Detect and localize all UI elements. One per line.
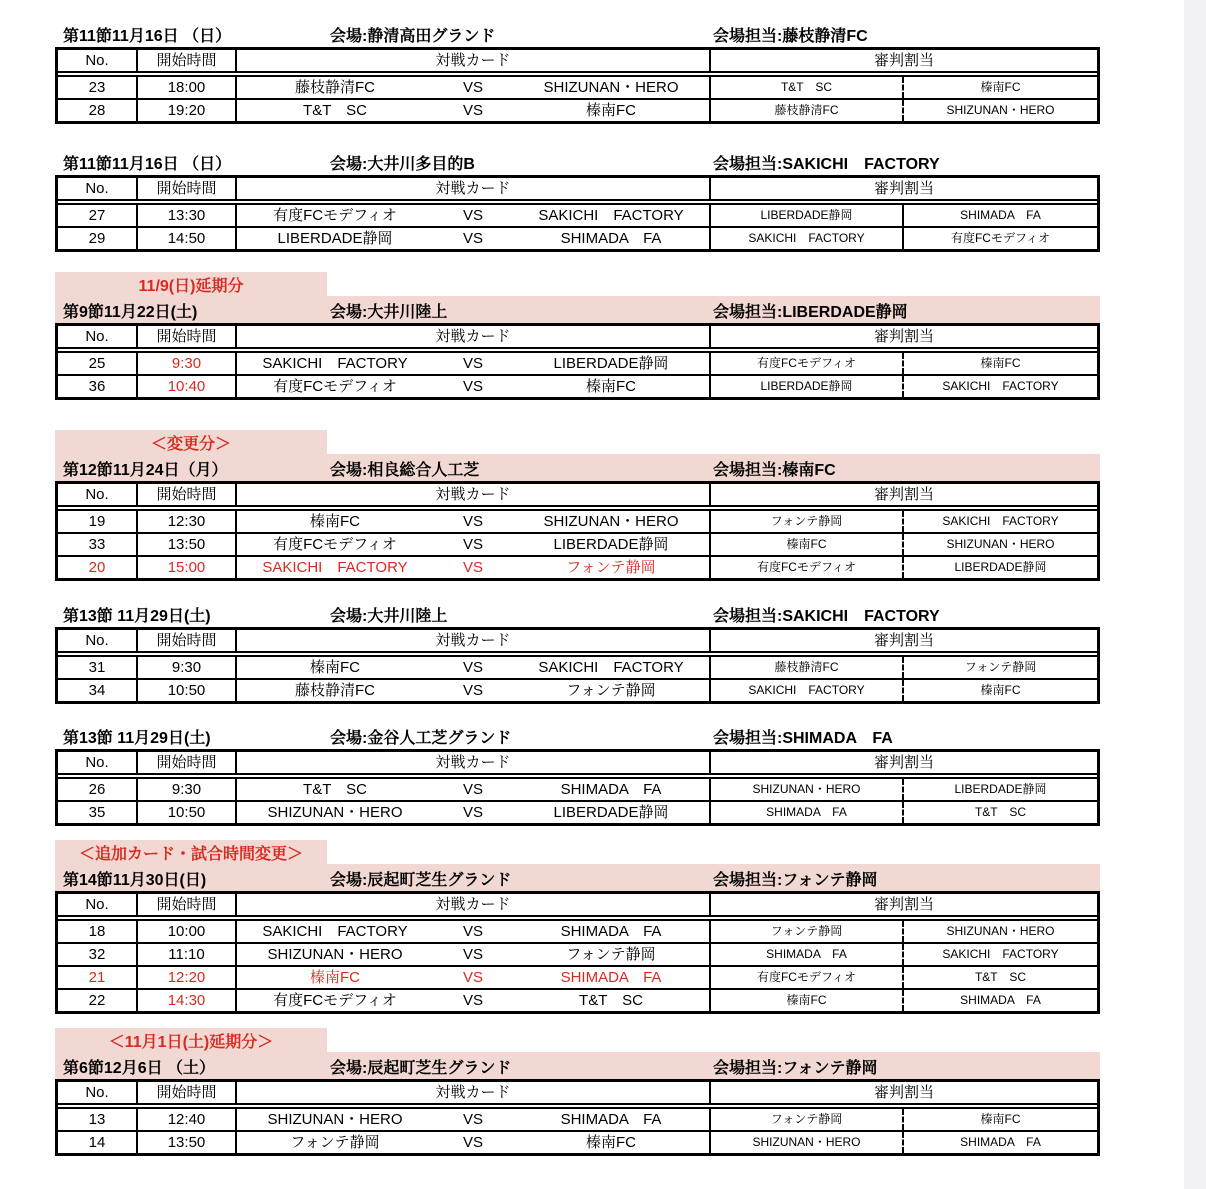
column-header-start-time: 開始時間: [138, 326, 237, 347]
start-time: 14:50: [138, 228, 237, 249]
home-team: T&T SC: [303, 102, 367, 119]
away-team: SHIMADA FA: [560, 1111, 662, 1128]
round-and-date: 第9節11月22日(土): [63, 304, 198, 321]
match-card-cell: [237, 100, 711, 121]
venue-duty-label: 会場担当:SAKICHI FACTORY: [713, 608, 940, 625]
column-header-match-card: 対戦カード: [237, 178, 711, 199]
match-card-cell: [237, 228, 711, 249]
referee-cell: [711, 77, 1097, 98]
vs-label: VS: [462, 659, 483, 676]
referee-first: LIBERDADE静岡: [711, 376, 904, 397]
match-card-cell: [237, 376, 711, 397]
away-team: SHIMADA FA: [560, 969, 662, 986]
home-team: 榛南FC: [310, 513, 360, 530]
vs-label: VS: [462, 559, 483, 576]
referee-cell: [711, 1132, 1097, 1153]
table-body: [58, 511, 1097, 578]
home-team: SAKICHI FACTORY: [262, 355, 408, 372]
referee-second: 榛南FC: [980, 80, 1021, 94]
referee-second: SAKICHI FACTORY: [942, 514, 1059, 528]
home-team: 藤枝静清FC: [295, 79, 375, 96]
home-team: フォンテ静岡: [290, 1134, 380, 1151]
vs-label: VS: [462, 992, 483, 1009]
column-header-match-card: 対戦カード: [237, 50, 711, 71]
start-time: 10:40: [138, 376, 237, 397]
away-team: LIBERDADE静岡: [553, 804, 669, 821]
match-row: [58, 557, 1097, 578]
column-header-start-time: 開始時間: [138, 752, 237, 773]
column-header-start-time: 開始時間: [138, 178, 237, 199]
home-team: 有度FCモデフィオ: [273, 536, 397, 553]
referee-first: LIBERDADE静岡: [711, 205, 904, 226]
venue-label: 会場:辰起町芝生グランド: [330, 872, 512, 889]
match-number: 34: [58, 680, 138, 701]
match-row: [58, 680, 1097, 701]
match-row: [58, 228, 1097, 249]
venue-label: 会場:金谷人工芝グランド: [330, 730, 512, 747]
section-note-box: [55, 1028, 327, 1052]
section-header-row: [55, 600, 1100, 627]
home-team: SHIZUNAN・HERO: [267, 946, 403, 963]
section-note-text: ＜追加カード・試合時間変更＞: [78, 845, 303, 863]
referee-second: LIBERDADE静岡: [954, 560, 1047, 574]
referee-cell: [711, 376, 1097, 397]
referee-cell: [711, 100, 1097, 121]
away-team: LIBERDADE静岡: [553, 355, 669, 372]
column-header-match-card: 対戦カード: [237, 484, 711, 505]
vs-label: VS: [462, 513, 483, 530]
table-body: [58, 353, 1097, 397]
referee-cell: [711, 557, 1097, 578]
venue-label: 会場:大井川多目的B: [330, 156, 475, 173]
start-time: 18:00: [138, 77, 237, 98]
home-team: 有度FCモデフィオ: [273, 378, 397, 395]
table-body: [58, 77, 1097, 121]
match-row: [58, 534, 1097, 557]
match-card-cell: [237, 990, 711, 1011]
round-and-date: 第13節 11月29日(土): [63, 608, 211, 625]
start-time: 9:30: [138, 779, 237, 800]
column-header-referee: 審判割当: [873, 328, 934, 345]
section-header-row: [55, 454, 1100, 481]
column-header-referee: 審判割当: [873, 896, 934, 913]
match-row: [58, 921, 1097, 944]
referee-first: 有度FCモデフィオ: [711, 353, 904, 374]
match-table: [55, 481, 1100, 581]
start-time: 9:30: [138, 353, 237, 374]
away-team: フォンテ静岡: [566, 682, 656, 699]
match-table: [55, 47, 1100, 124]
referee-first: 藤枝静清FC: [711, 657, 904, 678]
column-header-no: No.: [58, 752, 138, 773]
home-team: 榛南FC: [310, 659, 360, 676]
match-number: 27: [58, 205, 138, 226]
start-time: 10:50: [138, 680, 237, 701]
match-number: 18: [58, 921, 138, 942]
referee-second: LIBERDADE静岡: [954, 782, 1047, 796]
referee-first: 有度FCモデフィオ: [711, 967, 904, 988]
away-team: SAKICHI FACTORY: [538, 659, 684, 676]
home-team: 有度FCモデフィオ: [273, 992, 397, 1009]
away-team: SHIMADA FA: [560, 230, 662, 247]
match-number: 36: [58, 376, 138, 397]
referee-second: T&T SC: [974, 805, 1027, 819]
match-number: 33: [58, 534, 138, 555]
venue-label: 会場:大井川陸上: [330, 608, 448, 625]
start-time: 13:50: [138, 1132, 237, 1153]
referee-cell: [711, 205, 1097, 226]
home-team: SHIZUNAN・HERO: [267, 1111, 403, 1128]
referee-cell: [711, 534, 1097, 555]
match-card-cell: [237, 77, 711, 98]
referee-cell: [711, 228, 1097, 249]
match-card-cell: [237, 557, 711, 578]
table-body: [58, 1109, 1097, 1153]
start-time: 9:30: [138, 657, 237, 678]
section-note-text: ＜11月1日(土)延期分＞: [108, 1033, 274, 1051]
match-row: [58, 1109, 1097, 1132]
match-table: [55, 1079, 1100, 1156]
schedule-section: [55, 722, 1100, 826]
match-number: 14: [58, 1132, 138, 1153]
column-header-no: No.: [58, 630, 138, 651]
start-time: 12:40: [138, 1109, 237, 1130]
column-header-no: No.: [58, 326, 138, 347]
column-header-match-card: 対戦カード: [237, 894, 711, 915]
table-header-row: [58, 178, 1097, 201]
table-header-row: [58, 752, 1097, 775]
match-card-cell: [237, 921, 711, 942]
vs-label: VS: [462, 230, 483, 247]
section-header-row: [55, 722, 1100, 749]
away-team: SHIMADA FA: [560, 923, 662, 940]
referee-first: SHIMADA FA: [711, 944, 904, 965]
match-row: [58, 944, 1097, 967]
column-header-referee: 審判割当: [873, 1084, 934, 1101]
home-team: SAKICHI FACTORY: [262, 923, 408, 940]
match-row: [58, 990, 1097, 1011]
vs-label: VS: [462, 682, 483, 699]
venue-label: 会場:大井川陸上: [330, 304, 448, 321]
table-header-row: [58, 484, 1097, 507]
vs-label: VS: [462, 923, 483, 940]
away-team: SAKICHI FACTORY: [538, 207, 684, 224]
referee-first: SHIMADA FA: [711, 802, 904, 823]
venue-duty-label: 会場担当:藤枝静清FC: [713, 28, 868, 45]
column-header-no: No.: [58, 50, 138, 71]
referee-cell: [711, 1109, 1097, 1130]
venue-duty-label: 会場担当:SHIMADA FA: [713, 730, 893, 747]
vs-label: VS: [462, 946, 483, 963]
section-header-row: [55, 20, 1100, 47]
column-header-match-card: 対戦カード: [237, 326, 711, 347]
match-card-cell: [237, 779, 711, 800]
match-table: [55, 627, 1100, 704]
referee-cell: [711, 967, 1097, 988]
match-card-cell: [237, 944, 711, 965]
column-header-no: No.: [58, 484, 138, 505]
home-team: SAKICHI FACTORY: [262, 559, 408, 576]
table-body: [58, 921, 1097, 1011]
away-team: 榛南FC: [586, 1134, 636, 1151]
referee-second: SHIZUNAN・HERO: [946, 924, 1055, 938]
start-time: 14:30: [138, 990, 237, 1011]
column-header-no: No.: [58, 1082, 138, 1103]
match-row: [58, 967, 1097, 990]
match-row: [58, 802, 1097, 823]
referee-first: SAKICHI FACTORY: [711, 680, 904, 701]
venue-duty-label: 会場担当:SAKICHI FACTORY: [713, 156, 940, 173]
referee-second: SHIMADA FA: [960, 1135, 1041, 1149]
table-body: [58, 779, 1097, 823]
schedule-section: [55, 20, 1100, 124]
referee-second: 榛南FC: [980, 683, 1021, 697]
match-number: 19: [58, 511, 138, 532]
match-row: [58, 511, 1097, 534]
schedule-section: [55, 1028, 1100, 1156]
match-row: [58, 376, 1097, 397]
away-team: フォンテ静岡: [566, 559, 656, 576]
referee-cell: [711, 944, 1097, 965]
referee-second: SHIZUNAN・HERO: [946, 537, 1055, 551]
match-row: [58, 657, 1097, 680]
start-time: 15:00: [138, 557, 237, 578]
match-table: [55, 323, 1100, 400]
referee-second: 榛南FC: [980, 1112, 1021, 1126]
venue-duty-label: 会場担当:榛南FC: [713, 462, 836, 479]
referee-cell: [711, 921, 1097, 942]
referee-second: SAKICHI FACTORY: [942, 947, 1059, 961]
referee-second: T&T SC: [974, 970, 1027, 984]
column-header-referee: 審判割当: [873, 632, 934, 649]
match-card-cell: [237, 967, 711, 988]
away-team: 榛南FC: [586, 378, 636, 395]
vs-label: VS: [462, 804, 483, 821]
column-header-referee: 審判割当: [873, 180, 934, 197]
match-number: 28: [58, 100, 138, 121]
column-header-start-time: 開始時間: [138, 50, 237, 71]
away-team: フォンテ静岡: [566, 946, 656, 963]
away-team: SHIMADA FA: [560, 781, 662, 798]
section-header-row: [55, 1052, 1100, 1079]
referee-second: SHIMADA FA: [960, 993, 1041, 1007]
referee-cell: [711, 680, 1097, 701]
home-team: T&T SC: [303, 781, 367, 798]
match-number: 23: [58, 77, 138, 98]
referee-second: SHIZUNAN・HERO: [946, 103, 1055, 117]
home-team: SHIZUNAN・HERO: [267, 804, 403, 821]
referee-first: 榛南FC: [711, 990, 904, 1011]
referee-first: 有度FCモデフィオ: [711, 557, 904, 578]
page-edge-strip: [1184, 0, 1206, 1189]
home-team: 藤枝静清FC: [295, 682, 375, 699]
match-card-cell: [237, 534, 711, 555]
venue-duty-label: 会場担当:フォンテ静岡: [713, 872, 878, 889]
venue-duty-label: 会場担当:フォンテ静岡: [713, 1060, 878, 1077]
match-card-cell: [237, 353, 711, 374]
column-header-match-card: 対戦カード: [237, 1082, 711, 1103]
match-card-cell: [237, 1109, 711, 1130]
home-team: LIBERDADE静岡: [277, 230, 393, 247]
round-and-date: 第12節11月24日（月）: [63, 462, 228, 479]
referee-cell: [711, 353, 1097, 374]
column-header-start-time: 開始時間: [138, 894, 237, 915]
referee-second: SHIMADA FA: [960, 208, 1041, 222]
vs-label: VS: [462, 1111, 483, 1128]
column-header-referee: 審判割当: [873, 754, 934, 771]
referee-first: フォンテ静岡: [711, 511, 904, 532]
referee-first: SHIZUNAN・HERO: [711, 1132, 904, 1153]
referee-cell: [711, 657, 1097, 678]
referee-cell: [711, 511, 1097, 532]
away-team: 榛南FC: [586, 102, 636, 119]
column-header-start-time: 開始時間: [138, 1082, 237, 1103]
schedule-section: [55, 272, 1100, 400]
section-header-row: [55, 148, 1100, 175]
column-header-match-card: 対戦カード: [237, 630, 711, 651]
table-header-row: [58, 326, 1097, 349]
schedule-section: [55, 148, 1100, 252]
match-number: 20: [58, 557, 138, 578]
column-header-no: No.: [58, 178, 138, 199]
away-team: SHIZUNAN・HERO: [543, 79, 679, 96]
table-header-row: [58, 1082, 1097, 1105]
match-row: [58, 100, 1097, 121]
match-table: [55, 749, 1100, 826]
referee-cell: [711, 990, 1097, 1011]
section-note-box: [55, 272, 327, 296]
table-header-row: [58, 50, 1097, 73]
column-header-referee: 審判割当: [873, 486, 934, 503]
match-number: 31: [58, 657, 138, 678]
referee-first: SHIZUNAN・HERO: [711, 779, 904, 800]
section-header-row: [55, 864, 1100, 891]
vs-label: VS: [462, 1134, 483, 1151]
table-header-row: [58, 630, 1097, 653]
vs-label: VS: [462, 207, 483, 224]
home-team: 榛南FC: [310, 969, 360, 986]
table-header-row: [58, 894, 1097, 917]
match-table: [55, 891, 1100, 1014]
referee-first: フォンテ静岡: [711, 921, 904, 942]
match-row: [58, 1132, 1097, 1153]
start-time: 13:50: [138, 534, 237, 555]
column-header-start-time: 開始時間: [138, 630, 237, 651]
referee-first: T&T SC: [711, 77, 904, 98]
section-note-box: [55, 430, 327, 454]
vs-label: VS: [462, 378, 483, 395]
match-number: 32: [58, 944, 138, 965]
referee-second: 有度FCモデフィオ: [950, 231, 1051, 245]
start-time: 12:20: [138, 967, 237, 988]
round-and-date: 第14節11月30日(日): [63, 872, 207, 889]
round-and-date: 第11節11月16日 （日）: [63, 156, 232, 173]
referee-second: フォンテ静岡: [964, 660, 1037, 674]
vs-label: VS: [462, 79, 483, 96]
match-row: [58, 353, 1097, 376]
match-row: [58, 205, 1097, 228]
referee-second: 榛南FC: [980, 356, 1021, 370]
section-note-text: 11/9(日)延期分: [138, 277, 244, 295]
section-note-box: [55, 840, 327, 864]
round-and-date: 第11節11月16日 （日）: [63, 28, 232, 45]
round-and-date: 第13節 11月29日(土): [63, 730, 211, 747]
schedule-section: [55, 430, 1100, 581]
match-row: [58, 779, 1097, 802]
match-card-cell: [237, 680, 711, 701]
match-row: [58, 77, 1097, 100]
vs-label: VS: [462, 536, 483, 553]
match-number: 26: [58, 779, 138, 800]
match-card-cell: [237, 802, 711, 823]
column-header-match-card: 対戦カード: [237, 752, 711, 773]
match-card-cell: [237, 657, 711, 678]
referee-cell: [711, 779, 1097, 800]
referee-first: 藤枝静清FC: [711, 100, 904, 121]
vs-label: VS: [462, 355, 483, 372]
column-header-no: No.: [58, 894, 138, 915]
round-and-date: 第6節12月6日 （土）: [63, 1060, 216, 1077]
referee-cell: [711, 802, 1097, 823]
referee-first: フォンテ静岡: [711, 1109, 904, 1130]
venue-label: 会場:相良総合人工芝: [330, 462, 480, 479]
table-body: [58, 205, 1097, 249]
home-team: 有度FCモデフィオ: [273, 207, 397, 224]
match-card-cell: [237, 205, 711, 226]
start-time: 10:50: [138, 802, 237, 823]
referee-second: SAKICHI FACTORY: [942, 379, 1059, 393]
start-time: 12:30: [138, 511, 237, 532]
match-number: 35: [58, 802, 138, 823]
start-time: 10:00: [138, 921, 237, 942]
start-time: 11:10: [138, 944, 237, 965]
column-header-referee: 審判割当: [873, 52, 934, 69]
match-table: [55, 175, 1100, 252]
match-card-cell: [237, 511, 711, 532]
venue-label: 会場:静清高田グランド: [330, 28, 496, 45]
away-team: LIBERDADE静岡: [553, 536, 669, 553]
match-number: 21: [58, 967, 138, 988]
section-note-text: ＜変更分＞: [150, 435, 231, 453]
referee-first: SAKICHI FACTORY: [711, 228, 904, 249]
match-card-cell: [237, 1132, 711, 1153]
away-team: T&T SC: [579, 992, 643, 1009]
schedule-section: [55, 840, 1100, 1014]
venue-duty-label: 会場担当:LIBERDADE静岡: [713, 304, 908, 321]
table-body: [58, 657, 1097, 701]
away-team: SHIZUNAN・HERO: [543, 513, 679, 530]
start-time: 13:30: [138, 205, 237, 226]
start-time: 19:20: [138, 100, 237, 121]
referee-first: 榛南FC: [711, 534, 904, 555]
match-number: 22: [58, 990, 138, 1011]
schedule-section: [55, 600, 1100, 704]
vs-label: VS: [462, 781, 483, 798]
column-header-start-time: 開始時間: [138, 484, 237, 505]
match-number: 29: [58, 228, 138, 249]
venue-label: 会場:辰起町芝生グランド: [330, 1060, 512, 1077]
match-number: 25: [58, 353, 138, 374]
vs-label: VS: [462, 102, 483, 119]
match-number: 13: [58, 1109, 138, 1130]
vs-label: VS: [462, 969, 483, 986]
section-header-row: [55, 296, 1100, 323]
